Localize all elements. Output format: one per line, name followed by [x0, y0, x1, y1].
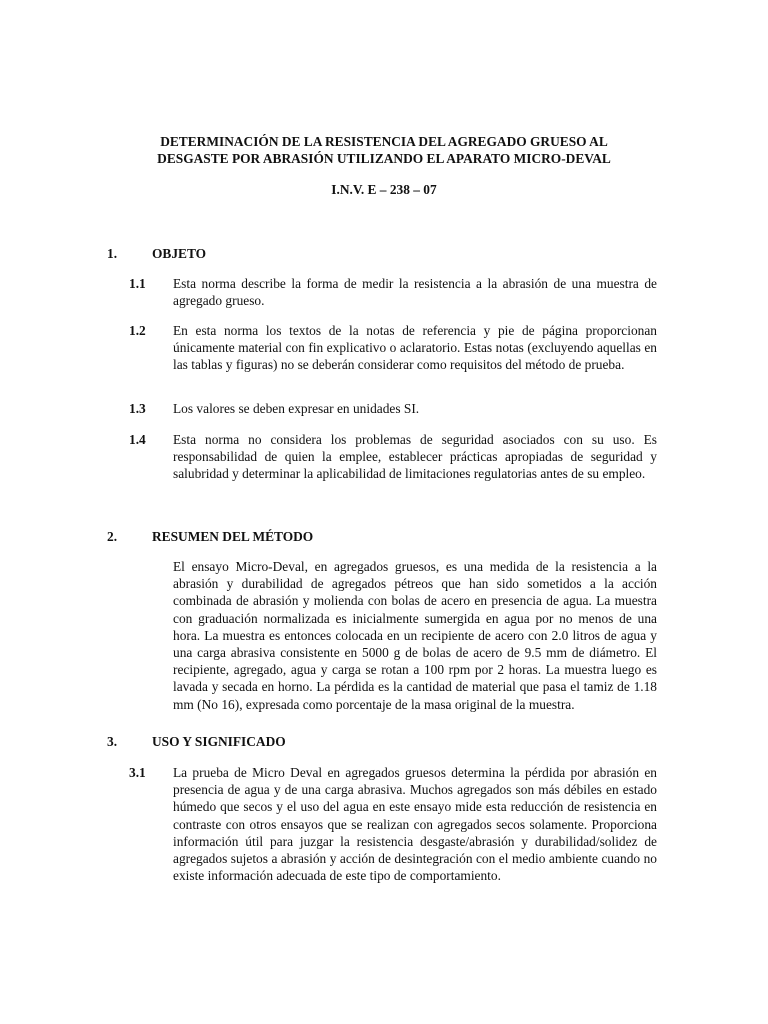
section-title: OBJETO: [152, 246, 207, 261]
summary-paragraph: El ensayo Micro-Deval, en agregados gruesos, es una medida de la resistencia a la abrasión y durabilidad de agregados pétreos que han sido sometidos a la acción combinada de abrasión y molienda con bolas de acero en presencia de agua. La muestra con graduación normalizada es inicialmente sumergida en agua por no menos de una hora. La muestra es entonces colocada en un recipiente de acero con 2.0 litros de agua y una carga abrasiva consistente en 5000 g de bolas de acero de 9.5 mm de diámetro. El recipiente, agregado, agua y carga se rotan a 100 rpm por 2 horas. La muestra luego es lavada y secada en horno. La pérdida es la cantidad de material que pasa el tamiz de 1.18 mm (No 16), expresada como porcentaje de la masa original de la muestra.: [173, 559, 657, 712]
clause-number: 1.2: [129, 323, 146, 338]
title-line-1: DETERMINACIÓN DE LA RESISTENCIA DEL AGREGADO GRUESO AL: [160, 134, 608, 149]
clause-text: Esta norma no considera los problemas de seguridad asociados con su uso. Es responsabilidad de quien la emplee, establecer prácticas apropiadas de seguridad y salubridad y determinar la aplicabilidad de limitaciones regulatorias antes de su empleo.: [173, 432, 657, 482]
title-line-2: DESGASTE POR ABRASIÓN UTILIZANDO EL APARATO MICRO-DEVAL: [157, 151, 611, 166]
clause-number: 3.1: [129, 765, 146, 780]
clause-text: En esta norma los textos de la notas de referencia y pie de página proporcionan únicamente material con fin explicativo o aclaratorio. Estas notas (excluyendo aquellas en las tablas y figuras) no se deberán considerar como requisitos del método de prueba.: [173, 323, 657, 373]
norm-code: I.N.V. E – 238 – 07: [331, 182, 437, 197]
clause-number: 1.1: [129, 276, 146, 291]
clause-number: 1.3: [129, 401, 146, 416]
section-title: RESUMEN DEL MÉTODO: [152, 529, 314, 544]
document-title: [0, 133, 768, 167]
clause-number: 1.4: [129, 432, 146, 447]
section-number: 1.: [107, 246, 118, 261]
clause-text: La prueba de Micro Deval en agregados gruesos determina la pérdida por abrasión en presencia de agua y de una carga abrasiva. Muchos agregados son más débiles en estado húmedo que secos y el uso del agua en este ensayo mide esta reducción de resistencia en contraste con otros ensayos que se realizan con agregados secos solamente. Proporciona información útil para juzgar la resistencia desgaste/abrasión y durabilidad/solidez de agregados sujetos a abrasión y acción de desintegración con el medio ambiente cuando no existe información adecuada de este tipo de comportamiento.: [173, 765, 657, 884]
section-title: USO Y SIGNIFICADO: [152, 734, 286, 749]
clause-text: Los valores se deben expresar en unidades SI.: [173, 401, 420, 416]
section-number: 3.: [107, 734, 118, 749]
section-number: 2.: [107, 529, 118, 544]
clause-text: Esta norma describe la forma de medir la resistencia a la abrasión de una muestra de agregado grueso.: [173, 276, 657, 309]
